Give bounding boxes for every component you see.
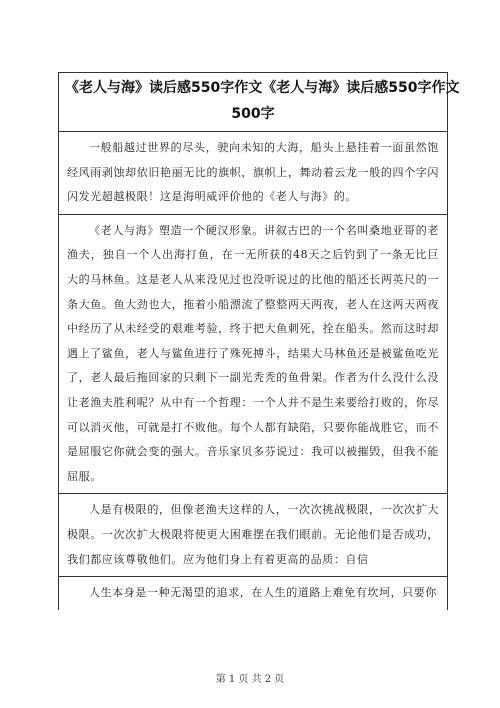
document-title-continued: 500字 — [231, 106, 275, 122]
page-number-footer: 第 1 页 共 2 页 — [215, 674, 285, 685]
title-cell — [59, 73, 460, 132]
paragraph-2: 《老人与海》塑造一个硬汉形象。讲叙古巴的一个名叫桑地亚哥的老渔夫，独自一个人出海打鱼，在一无所获的48天之后钓到了一条无比巨大的马林鱼。这是老人从来没见过也没听说过的比他的船还长两英尺的一条大鱼。鱼大劲也大，拖着小船漂流了整整两天两夜，老人在这两天两夜中经历了从未经受的艰难考验，终于把大鱼刺死，拴在船头。然而这时却遇上了鲨鱼，老人与鲨鱼进行了殊死搏斗，结果大马林鱼还是被鲨鱼吃光了，老人最后拖回家的只剩下一副光秃秃的鱼骨架。作者为什么没什么没让老渔夫胜利呢？从中有一个哲理：一个人并不是生来要给打败的，你尽可以消灭他，可就是打不败他。每个人都有缺陷，只要你能战胜它，而不是屈服它你就会变的强大。音乐家贝多芬说过：我可以被摧毁，但我不能屈服。 — [59, 215, 447, 495]
paragraph-3: 人是有极限的，但像老渔夫这样的人，一次次挑战极限，一次次扩大极限。一次次扩大极限将使更大困难摆在我们眼前。无论他们是否成功，我们都应该尊敬他们。应为他们身上有着更高的品质：自信 — [59, 494, 447, 577]
paragraph-1: 一般船越过世界的尽头，驶向未知的大海，船头上悬挂着一面虽然饱经风雨剥蚀却依旧艳丽无比的旗帜，旗帜上，舞动着云龙一般的四个字闪闪发光超越极限！这是海明威评价他的《老人与海》的。 — [59, 132, 447, 215]
document-title: 《老人与海》读后感550字作文《老人与海》读后感550字作文 — [65, 80, 460, 96]
paragraph-4: 人生本身是一种无渴望的追求，在人生的道路上难免有坎坷，只要你 — [89, 586, 437, 600]
essay-table — [58, 72, 460, 610]
